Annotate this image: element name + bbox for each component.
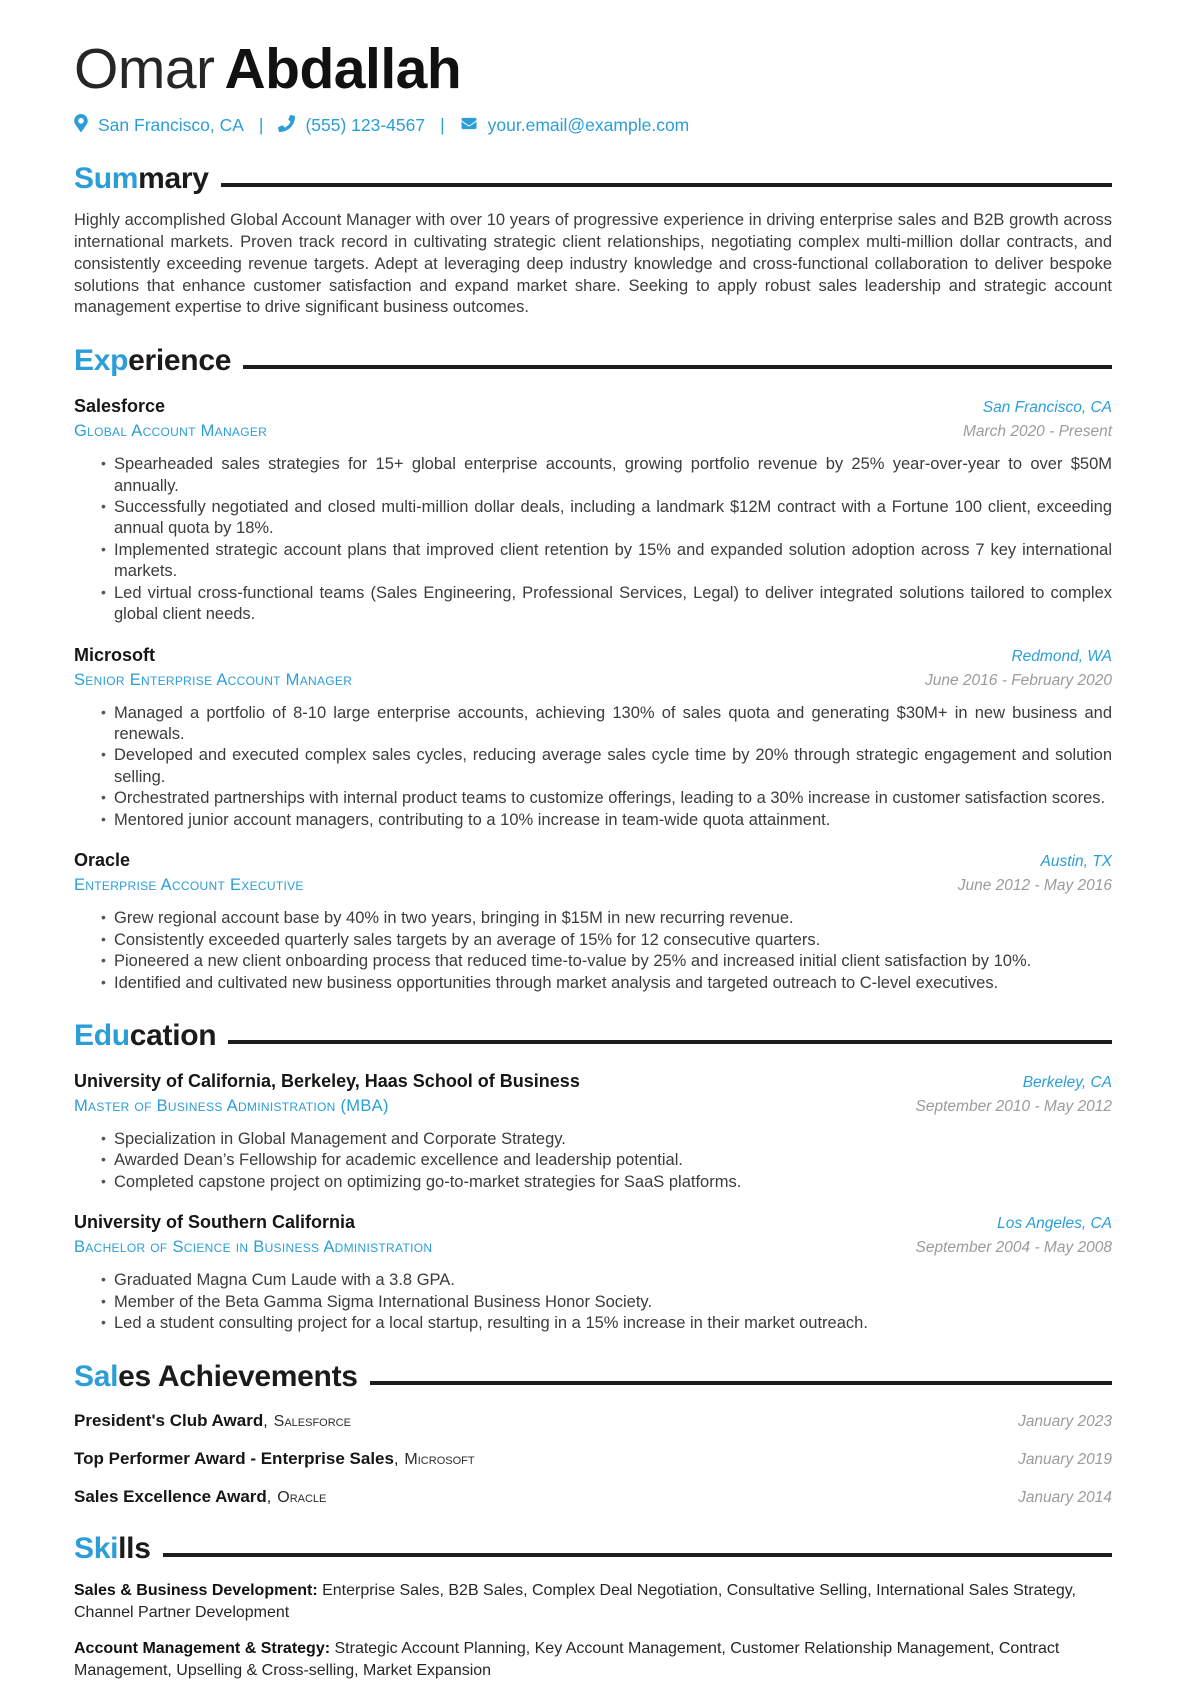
bullet-item: • Led a student consulting project for a local startup, resulting in a 15% increase in their market outreach. — [101, 1313, 1112, 1334]
company-name: Salesforce — [74, 396, 166, 417]
section-experience — [74, 344, 1112, 994]
section-underline — [370, 1381, 1112, 1385]
bullet-list — [74, 703, 1112, 832]
map-pin-icon — [74, 114, 88, 137]
bullet-item: • Grew regional account base by 40% in two years, bringing in $15M in new recurring revenue. — [101, 908, 1112, 929]
bullet-item: • Specialization in Global Management and Corporate Strategy. — [101, 1129, 1112, 1150]
job-dates: June 2016 - February 2020 — [925, 671, 1112, 689]
degree-title: Master of Business Administration (MBA) — [74, 1096, 389, 1115]
education-entry — [74, 1071, 1112, 1193]
company-location: San Francisco, CA — [982, 399, 1112, 417]
achievement-label — [74, 1449, 475, 1469]
achievement-row — [74, 1449, 1112, 1469]
institution-name: University of Southern California — [74, 1212, 356, 1233]
experience-entry — [74, 396, 1112, 626]
job-dates: June 2012 - May 2016 — [957, 877, 1112, 895]
achievement-row — [74, 1411, 1112, 1431]
company-location: Austin, TX — [1040, 853, 1112, 871]
education-entry — [74, 1212, 1112, 1334]
bullet-item: • Successfully negotiated and closed multi-million dollar deals, including a landmark $12M contract with a Fortune 100 client, exceeding annual quota by 18%. — [101, 497, 1112, 540]
bullet-list — [74, 1270, 1112, 1334]
bullet-item: • Orchestrated partnerships with internal product teams to customize offerings, leading to a 30% increase in customer satisfaction scores. — [101, 788, 1112, 809]
bullet-item: • Developed and executed complex sales cycles, reducing average sales cycle time by 20% through strategic engagement and solution selling. — [101, 745, 1112, 788]
contact-row — [74, 114, 1112, 137]
header — [74, 37, 1112, 137]
skill-category: Account Management & Strategy: — [74, 1639, 331, 1657]
achievement-date: January 2023 — [1018, 1412, 1112, 1430]
summary-heading: Sum mary — [74, 162, 1112, 195]
job-title: Global Account Manager — [74, 422, 268, 441]
bullet-item: • Awarded Dean’s Fellowship for academic excellence and leadership potential. — [101, 1150, 1112, 1171]
bullet-list — [74, 454, 1112, 626]
bullet-item: • Led virtual cross-functional teams (Sales Engineering, Professional Services, Legal) to deliver integrated solutions tailored to complex global client needs. — [101, 583, 1112, 626]
bullet-item: • Implemented strategic account plans that improved client retention by 15% and expanded solution adoption across 7 key international markets. — [101, 540, 1112, 583]
skill-line — [74, 1638, 1112, 1682]
achievement-date: January 2019 — [1018, 1450, 1112, 1468]
degree-title: Bachelor of Science in Business Administration — [74, 1238, 433, 1257]
bullet-item: • Managed a portfolio of 8-10 large enterprise accounts, achieving 130% of sales quota and generating $30M+ in new business and renewals. — [101, 703, 1112, 746]
skill-line — [74, 1580, 1112, 1624]
achievement-separator: , — [393, 1450, 399, 1468]
achievement-date: January 2014 — [1018, 1488, 1112, 1506]
section-skills — [74, 1532, 1112, 1682]
first-name: Omar — [74, 37, 215, 101]
section-underline — [243, 365, 1112, 369]
degree-dates: September 2010 - May 2012 — [915, 1097, 1112, 1115]
bullet-item: • Identified and cultivated new business opportunities through market analysis and targeted outreach to C-level executives. — [101, 973, 1112, 994]
section-education — [74, 1019, 1112, 1335]
contact-location — [74, 114, 244, 137]
phone-icon — [278, 115, 295, 137]
section-underline — [228, 1040, 1112, 1044]
achievement-row — [74, 1487, 1112, 1507]
achievements-heading: Sal es Achievements — [74, 1360, 1112, 1393]
achievement-title: Top Performer Award - Enterprise Sales — [74, 1448, 394, 1468]
bullet-item: • Completed capstone project on optimizing go-to-market strategies for SaaS platforms. — [101, 1172, 1112, 1193]
company-location: Redmond, WA — [1011, 647, 1112, 665]
achievement-title: Sales Excellence Award — [74, 1486, 267, 1506]
achievement-org: Salesforce — [273, 1412, 351, 1430]
bullet-item: • Mentored junior account managers, contributing to a 10% increase in team-wide quota attainment. — [101, 810, 1112, 831]
company-name: Oracle — [74, 850, 131, 871]
bullet-item: • Spearheaded sales strategies for 15+ global enterprise accounts, growing portfolio revenue by 25% year-over-year to over $50M annually. — [101, 454, 1112, 497]
experience-entry — [74, 850, 1112, 994]
bullet-list — [74, 908, 1112, 994]
section-underline — [163, 1553, 1112, 1557]
institution-location: Berkeley, CA — [1022, 1073, 1112, 1091]
email-text: your.email@example.com — [487, 115, 690, 136]
contact-separator: | — [258, 115, 264, 136]
phone-text: (555) 123-4567 — [305, 115, 426, 136]
section-summary — [74, 162, 1112, 319]
bullet-item: • Graduated Magna Cum Laude with a 3.8 GPA. — [101, 1270, 1112, 1291]
bullet-item: • Pioneered a new client onboarding process that reduced time-to-value by 25% and increased initial client satisfaction by 10%. — [101, 951, 1112, 972]
last-name: Abdallah — [224, 37, 462, 101]
job-title: Enterprise Account Executive — [74, 876, 304, 895]
achievement-separator: , — [263, 1412, 268, 1430]
institution-name: University of California, Berkeley, Haas School of Business — [74, 1070, 580, 1091]
bullet-item: • Member of the Beta Gamma Sigma International Business Honor Society. — [101, 1292, 1112, 1313]
institution-location: Los Angeles, CA — [997, 1215, 1112, 1233]
achievement-title: President's Club Award — [74, 1410, 264, 1430]
achievement-org: Microsoft — [404, 1450, 475, 1468]
location-text: San Francisco, CA — [98, 115, 244, 136]
experience-entry — [74, 645, 1112, 832]
section-underline — [221, 183, 1112, 187]
skills-heading: Ski lls — [74, 1532, 1112, 1565]
degree-dates: September 2004 - May 2008 — [915, 1239, 1112, 1257]
section-achievements — [74, 1360, 1112, 1507]
contact-email — [460, 115, 690, 136]
achievement-org: Oracle — [277, 1488, 327, 1506]
experience-heading: Exp erience — [74, 344, 1112, 377]
skill-values: Strategic Account Planning, Key Account Management, Customer Relationship Management, Contract Management, Upselling & Cross-selling, Market Expansion — [74, 1639, 1060, 1679]
envelope-icon — [460, 115, 478, 136]
skill-category: Sales & Business Development: — [74, 1581, 318, 1599]
contact-separator: | — [440, 115, 445, 136]
skill-values: Enterprise Sales, B2B Sales, Complex Deal Negotiation, Consultative Selling, International Sales Strategy, Channel Partner Development — [74, 1581, 1076, 1621]
achievement-label — [74, 1411, 351, 1431]
summary-text: Highly accomplished Global Account Manager with over 10 years of progressive experience in driving enterprise sales and B2B growth across international markets. Proven track record in cultivating strategic client relationships, negotiating complex multi-million dollar contracts, and consistently exceeding revenue targets. Adept at leveraging deep industry knowledge and cross-functional collaboration to deliver bespoke solutions that enhance customer satisfaction and expand market share. Seeking to apply robust sales leadership and strategic account management expertise to drive significant business outcomes. — [74, 211, 1112, 317]
achievement-label — [74, 1487, 326, 1507]
bullet-list — [74, 1129, 1112, 1193]
job-dates: March 2020 - Present — [962, 423, 1112, 441]
contact-phone — [278, 115, 425, 137]
candidate-name — [74, 37, 1112, 101]
job-title: Senior Enterprise Account Manager — [74, 670, 353, 689]
company-name: Microsoft — [74, 644, 155, 665]
bullet-item: • Consistently exceeded quarterly sales targets by an average of 15% for 12 consecutive quarters. — [101, 930, 1112, 951]
education-heading: Edu cation — [74, 1019, 1112, 1052]
achievement-separator: , — [266, 1488, 272, 1506]
